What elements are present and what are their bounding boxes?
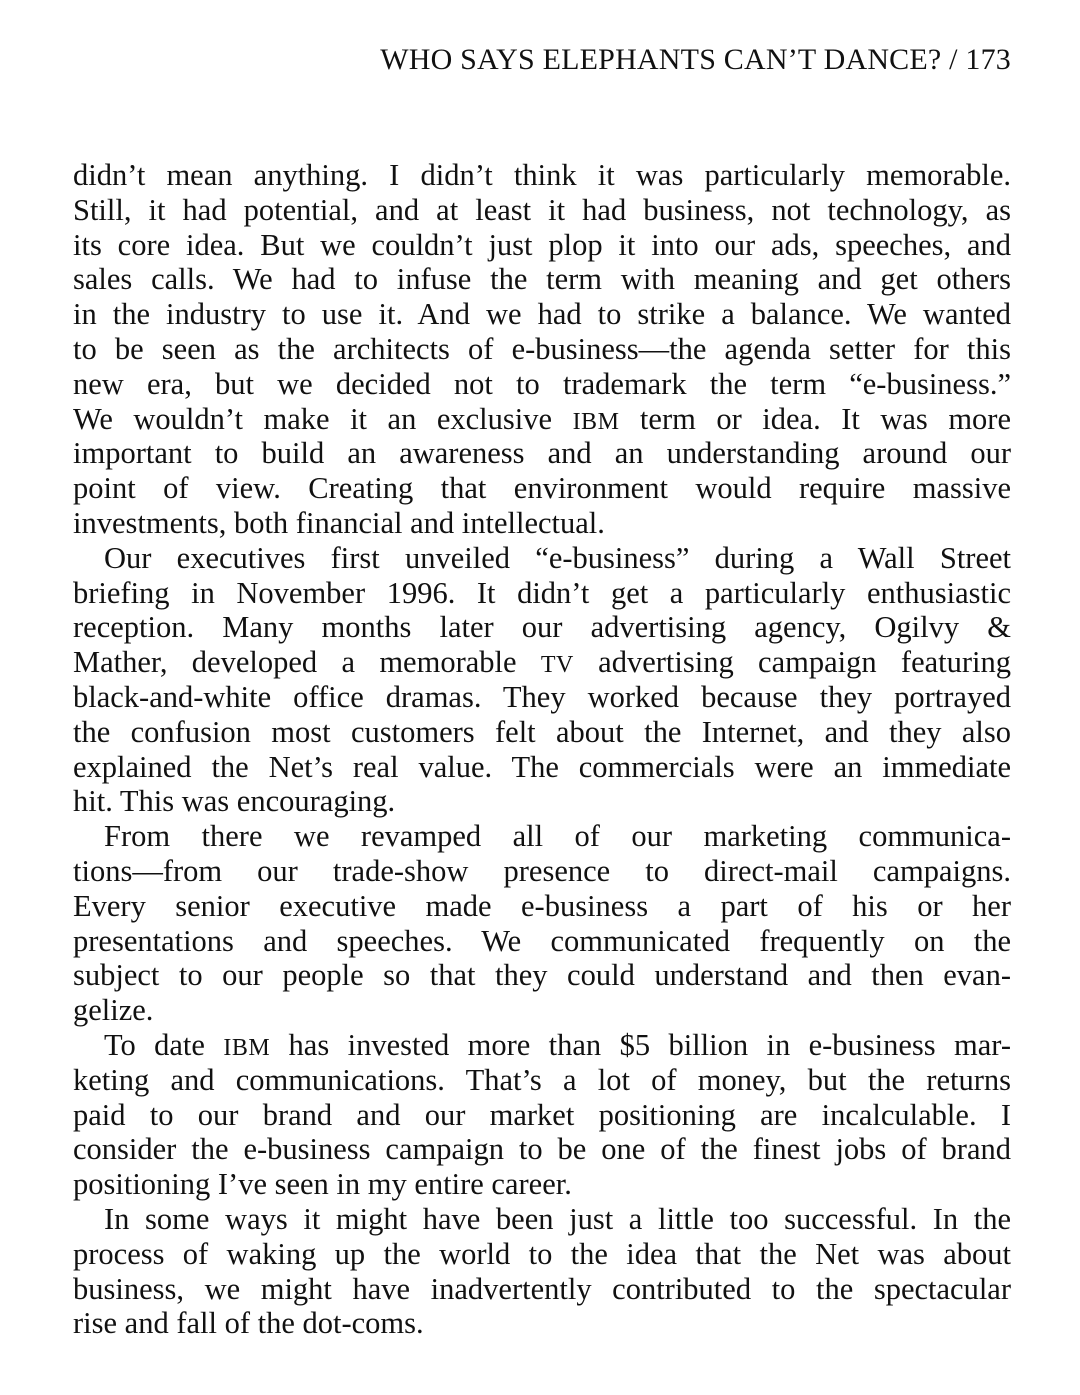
text-line: to be seen as the architects of e-business—the agenda setter for this <box>73 331 1011 366</box>
text-line: hit. This was encouraging. <box>73 784 396 819</box>
text-line: In some ways it might have been just a little too successful. In the <box>104 1201 1011 1236</box>
text-line: subject to our people so that they could understand and then evan- <box>73 958 1011 993</box>
small-caps-text: IBM <box>223 1034 271 1061</box>
text-line: its core idea. But we couldn’t just plop it into our ads, speeches, and <box>73 227 1011 262</box>
text-line: We wouldn’t make it an exclusive IBM term or idea. It was more <box>73 401 1011 436</box>
text-line: Every senior executive made e-business a part of his or her <box>73 888 1011 923</box>
text-line: consider the e-business campaign to be one of the finest jobs of brand <box>73 1132 1011 1167</box>
text-line: Still, it had potential, and at least it had business, not technology, as <box>73 192 1011 227</box>
paragraph <box>73 1202 1011 1341</box>
text-line: sales calls. We had to infuse the term with meaning and get others <box>73 262 1011 297</box>
paragraph <box>73 541 1011 819</box>
text-line: gelize. <box>73 993 154 1028</box>
text-line: the confusion most customers felt about the Internet, and they also <box>73 714 1011 749</box>
text-line: To date IBM has invested more than $5 billion in e-business mar- <box>104 1027 1011 1062</box>
text-line: briefing in November 1996. It didn’t get a particularly enthusiastic <box>73 575 1011 610</box>
text-line: rise and fall of the dot-coms. <box>73 1306 424 1341</box>
text-line: presentations and speeches. We communicated frequently on the <box>73 923 1011 958</box>
text-line: tions—from our trade-show presence to direct-mail campaigns. <box>73 853 1011 888</box>
text-line: keting and communications. That’s a lot of money, but the returns <box>73 1062 1011 1097</box>
text-line: explained the Net’s real value. The commercials were an immediate <box>73 749 1011 784</box>
book-page <box>73 0 1011 1395</box>
text-line: important to build an awareness and an understanding around our <box>73 436 1011 471</box>
text-line: in the industry to use it. And we had to strike a balance. We wanted <box>73 297 1011 332</box>
text-line: Our executives first unveiled “e-business” during a Wall Street <box>104 540 1011 575</box>
paragraph <box>73 158 1011 541</box>
text-line: point of view. Creating that environment would require massive <box>73 471 1011 506</box>
paragraph <box>73 819 1011 1028</box>
text-line: positioning I’ve seen in my entire career. <box>73 1167 572 1202</box>
text-line: new era, but we decided not to trademark the term “e-business.” <box>73 366 1011 401</box>
text-line: Mather, developed a memorable TV advertising campaign featuring <box>73 645 1012 680</box>
running-header <box>380 42 1011 78</box>
text-line: paid to our brand and our market positioning are incalculable. I <box>73 1097 1011 1132</box>
text-line: business, we might have inadvertently contributed to the spectacular <box>73 1271 1011 1306</box>
text-line: From there we revamped all of our marketing communica- <box>104 819 1011 854</box>
page-number: 173 <box>965 43 1011 76</box>
running-title: WHO SAYS ELEPHANTS CAN’T DANCE? <box>380 43 942 76</box>
small-caps-text: IBM <box>572 408 620 435</box>
header-separator: / <box>949 43 958 76</box>
text-line: didn’t mean anything. I didn’t think it was particularly memorable. <box>73 158 1011 192</box>
text-line: reception. Many months later our advertising agency, Ogilvy & <box>73 610 1011 645</box>
paragraph <box>73 1028 1011 1202</box>
text-line: process of waking up the world to the idea that the Net was about <box>73 1236 1011 1271</box>
text-line: investments, both financial and intellectual. <box>73 505 605 540</box>
text-line: black-and-white office dramas. They worked because they portrayed <box>73 679 1011 714</box>
body-text <box>73 158 1011 1341</box>
small-caps-text: TV <box>540 652 574 679</box>
